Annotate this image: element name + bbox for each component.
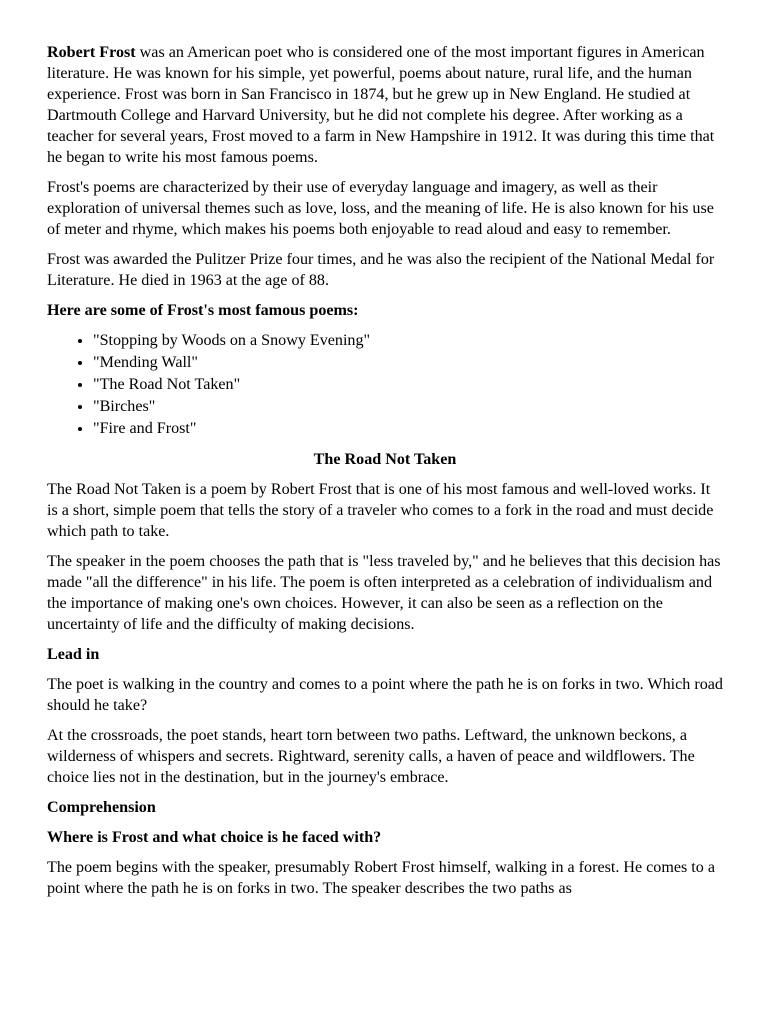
road-paragraph-2: The speaker in the poem chooses the path that is "less traveled by," and he believes that this decision has made "all the difference" in his life. The poem is often interpreted as a celebration of individualism and the importance of making one's own choices. However, it can also be seen as a reflection on the uncertainty of life and the difficulty of making decisions. (47, 553, 721, 633)
style-paragraph: Frost's poems are characterized by their use of everyday language and imagery, as well as their exploration of universal themes such as love, loss, and the meaning of life. He is also known for his use of meter and rhyme, which makes his poems both enjoyable to read aloud and easy to remember. (47, 179, 714, 238)
list-item: • "The Road Not Taken" (93, 374, 723, 396)
list-item: • "Birches" (93, 396, 723, 418)
intro-text: was an American poet who is considered one of the most important figures in American literature. He was known for his simple, yet powerful, poems about nature, rural life, and the human experience. Frost was born in San Francisco in 1874, but he grew up in New England. He studied at Dartmouth College and Harvard University, but he did not complete his degree. After working as a teacher for several years, Frost moved to a farm in New Hampshire in 1912. It was during this time that he began to write his most famous poems. (47, 44, 715, 166)
comprehension-question: Where is Frost and what choice is he faced with? (47, 829, 382, 846)
list-item: • "Mending Wall" (93, 352, 723, 374)
intro-name: Robert Frost (47, 44, 136, 61)
awards-paragraph: Frost was awarded the Pulitzer Prize four times, and he was also the recipient of the National Medal for Literature. He died in 1963 at the age of 88. (47, 251, 715, 289)
comprehension-heading: Comprehension (47, 799, 156, 816)
list-item: • "Stopping by Woods on a Snowy Evening" (93, 330, 723, 352)
comprehension-answer: The poem begins with the speaker, presumably Robert Frost himself, walking in a forest. He comes to a point where the path he is on forks in two. The speaker describes the two paths as (47, 859, 715, 897)
lead-in-paragraph-1: The poet is walking in the country and comes to a point where the path he is on forks in two. Which road should he take? (47, 676, 723, 714)
road-paragraph-1: The Road Not Taken is a poem by Robert Frost that is one of his most famous and well-loved works. It is a short, simple poem that tells the story of a traveler who comes to a fork in the road and must decide which path to take. (47, 481, 714, 540)
intro-paragraph (47, 42, 723, 168)
lead-in-heading: Lead in (47, 646, 100, 663)
road-not-taken-heading: The Road Not Taken (313, 451, 457, 468)
famous-poems-heading: Here are some of Frost's most famous poems: (47, 302, 359, 319)
list-item: • "Fire and Frost" (93, 418, 723, 440)
document-page (47, 42, 723, 908)
lead-in-paragraph-2: At the crossroads, the poet stands, heart torn between two paths. Leftward, the unknown beckons, a wilderness of whispers and secrets. Rightward, serenity calls, a haven of peace and wildflowers. The choice lies not in the destination, but in the journey's embrace. (47, 727, 695, 786)
famous-poems-list (47, 330, 723, 440)
